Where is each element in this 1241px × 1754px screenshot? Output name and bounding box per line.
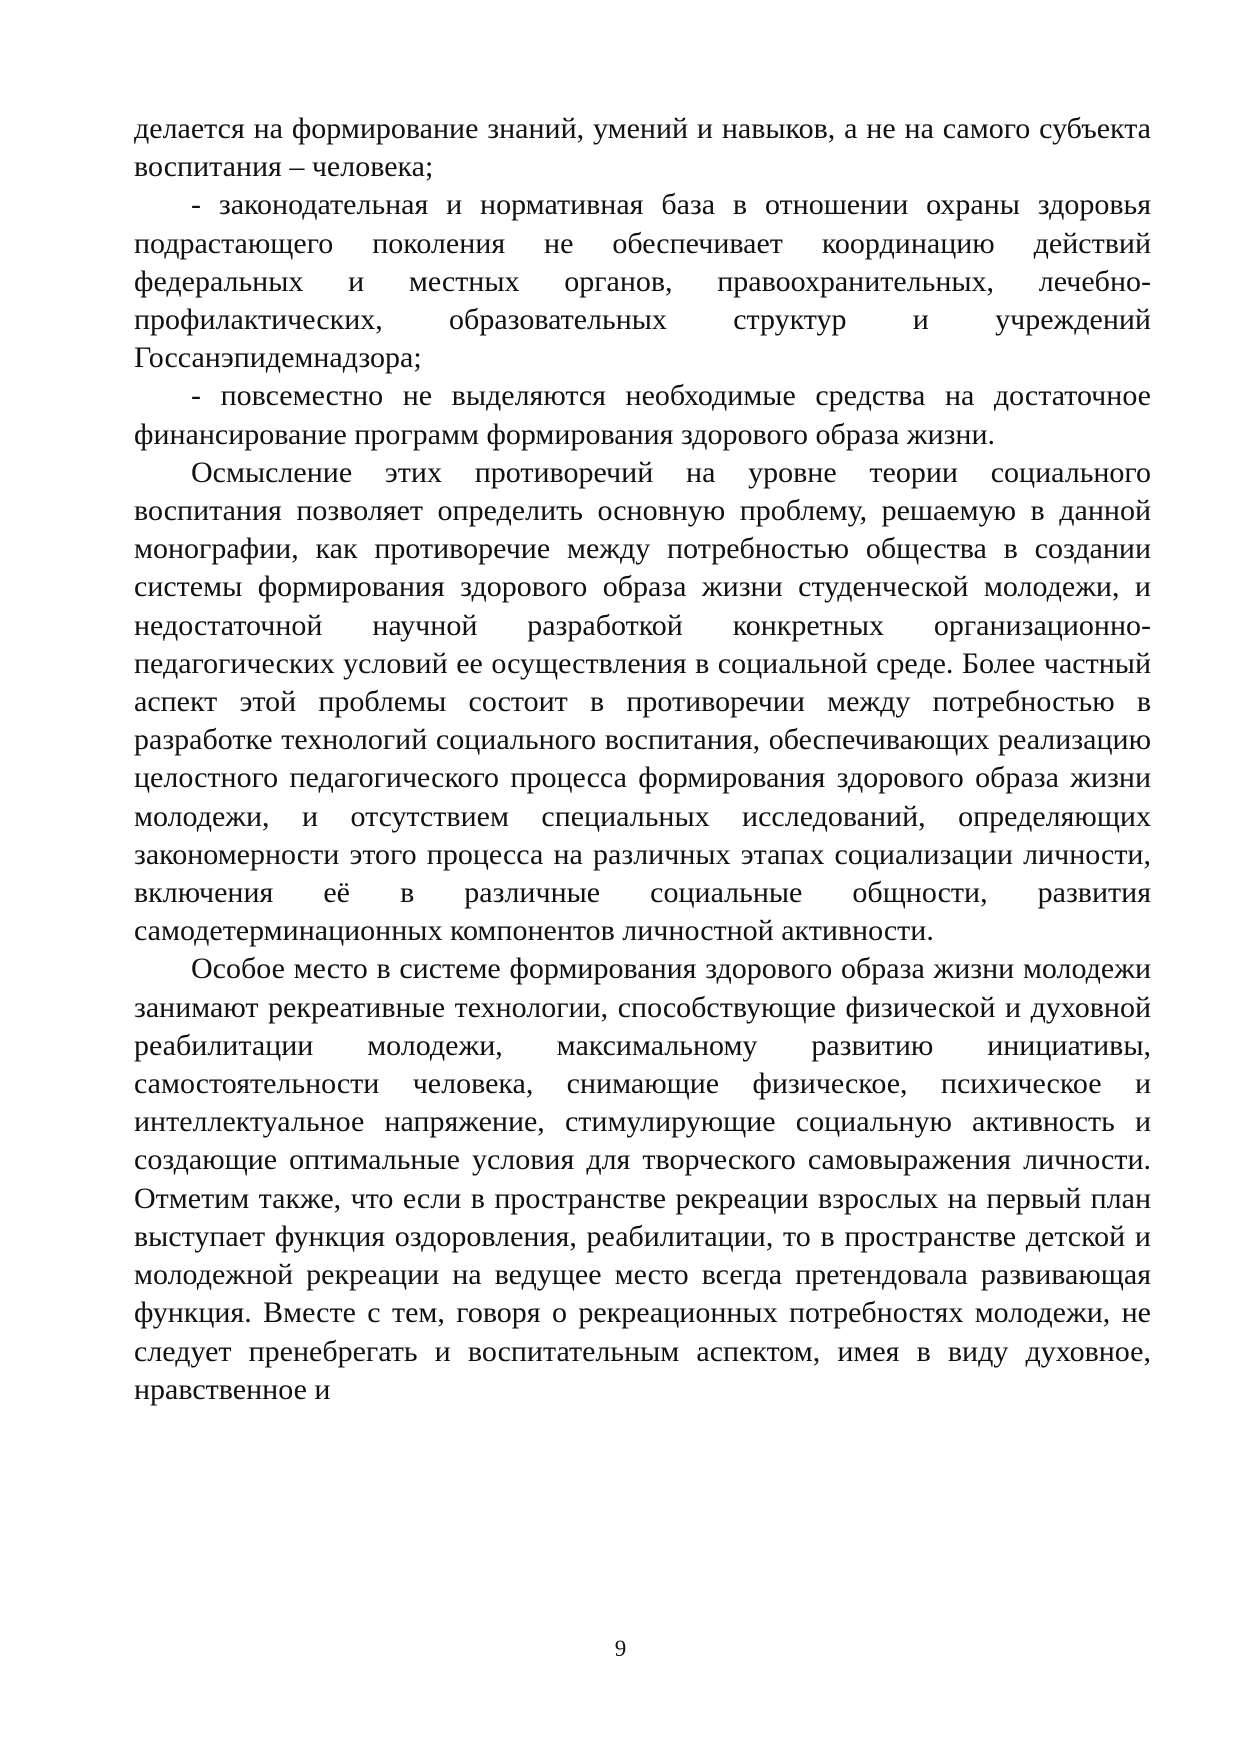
paragraph-problem-statement: Осмысление этих противоречий на уровне теории социального воспитания позволяет определить основную проблему, решаемую в данной монографии, как противоречие между потребностью общества в создании системы формирования здорового образа жизни студенческой молодежи, и недостаточной научной разработкой конкретных организационно-педагогических условий ее осуществления в социальной среде. Более частный аспект этой проблемы состоит в противоречии между потребностью в разработке технологий социального воспитания, обеспечивающих реализацию целостного педагогического процесса формирования здорового образа жизни молодежи, и отсутствием специальных исследований, определяющих закономерности этого процесса на различных этапах социализации личности, включения её в различные социальные общности, развития самодетерминационных компонентов личностной активности. — [134, 455, 1151, 948]
body-text — [134, 110, 1151, 1409]
paragraph-list-item-legislation: - законодательная и нормативная база в отношении охраны здоровья подрастающего поколения не обеспечивает координацию действий федеральных и местных органов, правоохранительных, лечебно-профилактических, образовательных структур и учреждений Госсанэпидемнадзора; — [134, 188, 1151, 375]
paragraph-list-item-funding: - повсеместно не выделяются необходимые средства на достаточное финансирование программ формирования здорового образа жизни. — [134, 379, 1151, 451]
paragraph-recreational-technologies: Особое место в системе формирования здорового образа жизни молодежи занимают рекреативные технологии, способствующие физической и духовной реабилитации молодежи, максимальному развитию инициативы, самостоятельности человека, снимающие физическое, психическое и интеллектуальное напряжение, стимулирующие социальную активность и создающие оптимальные условия для творческого самовыражения личности. Отметим также, что если в пространстве рекреации взрослых на первый план выступает функция оздоровления, реабилитации, то в пространстве детской и молодежной рекреации на ведущее место всегда претендовала развивающая функция. Вместе с тем, говоря о рекреационных потребностях молодежи, не следует пренебрегать и воспитательным аспектом, имея в виду духовное, нравственное и — [134, 952, 1151, 1406]
paragraph-continuation: делается на формирование знаний, умений и навыков, а не на самого субъекта воспитания – человека; — [134, 112, 1151, 184]
page-number: 9 — [614, 1636, 627, 1661]
